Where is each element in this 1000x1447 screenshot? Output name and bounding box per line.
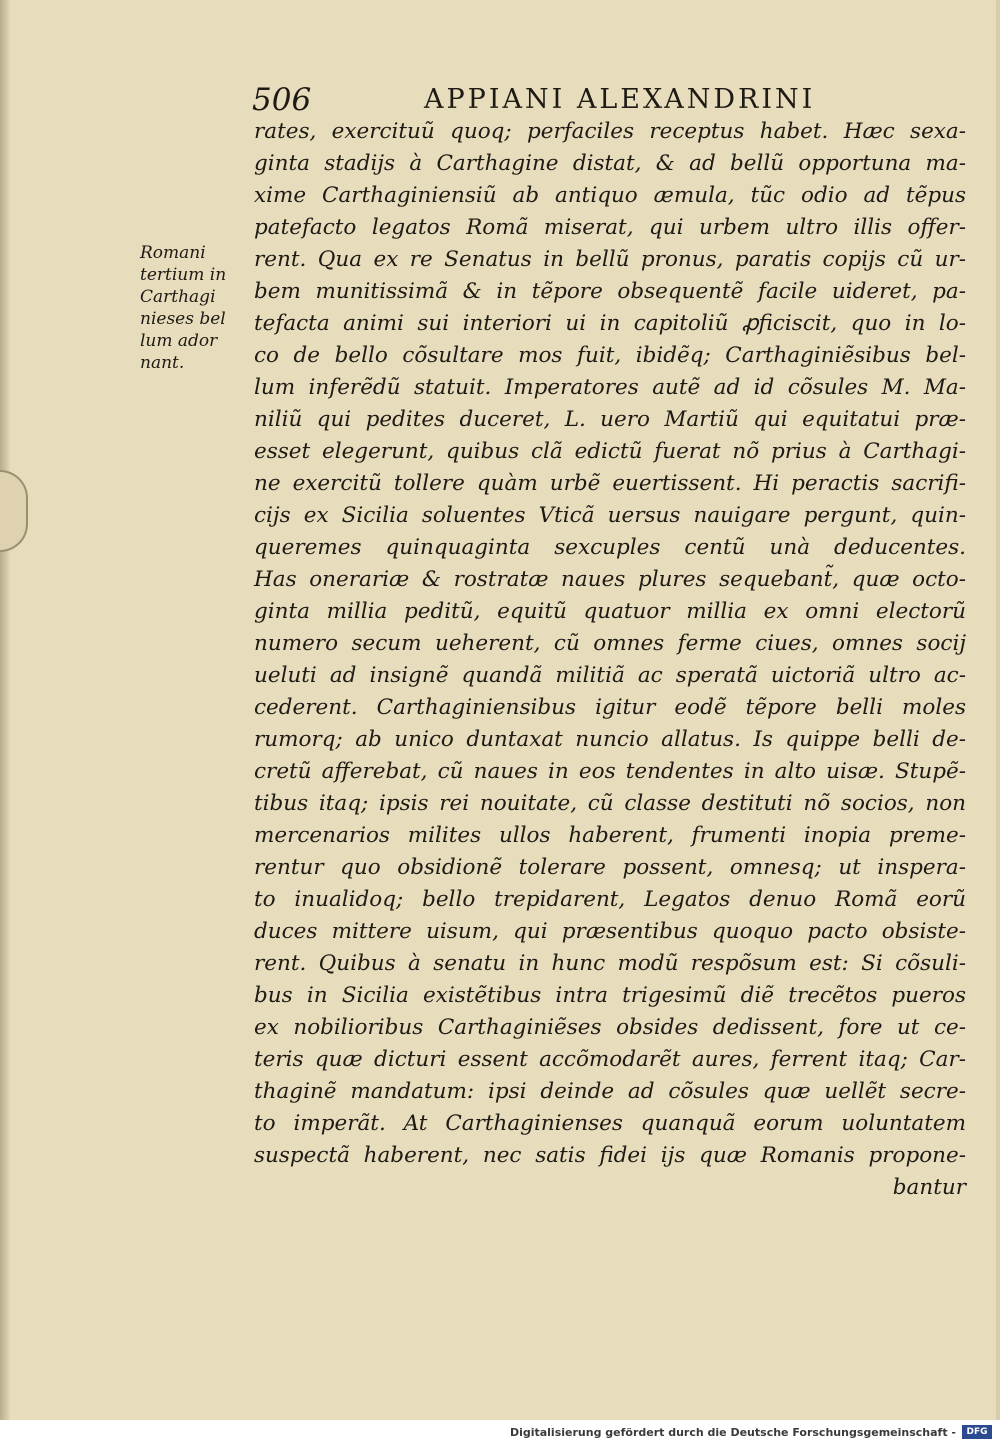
text-line: patefacto legatos Romã miserat, qui urbem ultro illis offer- [254, 215, 966, 240]
dfg-logo: DFG [962, 1425, 992, 1439]
marginal-note [140, 242, 240, 374]
text-line: suspectã haberent, nec satis fidei ijs quæ Romanis propone- [254, 1143, 966, 1168]
text-line: to imperãt. At Carthaginienses quanquã eorum uoluntatem [254, 1111, 966, 1136]
page-number: 506 [252, 82, 312, 118]
body-text [254, 116, 966, 1204]
text-line: rentur quo obsidionẽ tolerare possent, omnesq; ut inspera- [254, 855, 966, 880]
thumb-index-tab [0, 470, 28, 552]
text-line: Has onerariæ & rostratæ naues plures sequebant̃, quæ octo- [254, 567, 966, 592]
marginal-note-line: tertium in [140, 265, 227, 285]
text-line: mercenarios milites ullos haberent, frumenti inopia preme- [254, 823, 966, 848]
marginal-note-line: Carthagi [140, 287, 216, 307]
text-line: esset elegerunt, quibus clã edictũ fuerat nõ prius à Carthagi- [254, 439, 966, 464]
text-line: duces mittere uisum, qui præsentibus quoquo pacto obsiste- [254, 919, 966, 944]
page-edge [996, 0, 1000, 1420]
text-line: bus in Sicilia existẽtibus intra trigesimũ diẽ trecẽtos pueros [254, 983, 966, 1008]
text-line: ueluti ad insignẽ quandã militiã ac speratã uictoriã ultro ac- [254, 663, 966, 688]
text-line: co de bello cõsultare mos fuit, ibidẽq; Carthaginiẽsibus bel- [254, 343, 966, 368]
text-line: teris quæ dicturi essent accõmodarẽt aures, ferrent itaq; Car- [254, 1047, 966, 1072]
text-line: rent. Qua ex re Senatus in bellũ pronus, paratis copijs cũ ur- [254, 247, 966, 272]
text-line: cijs ex Sicilia soluentes Vticã uersus nauigare pergunt, quin- [254, 503, 966, 528]
text-line: thaginẽ mandatum: ipsi deinde ad cõsules quæ uellẽt secre- [254, 1079, 966, 1104]
text-line: ne exercitũ tollere quàm urbẽ euertissent. Hi peractis sacrifi- [254, 471, 966, 496]
text-line: ginta millia peditũ, equitũ quatuor millia ex omni electorũ [254, 599, 966, 624]
text-line: tefacta animi sui interiori ui in capitoliũ ꝓficiscit, quo in lo- [254, 311, 966, 336]
text-line: rumorq; ab unico duntaxat nuncio allatus. Is quippe belli de- [254, 727, 966, 752]
text-line: queremes quinquaginta sexcuples centũ unà deducentes. [254, 535, 966, 560]
marginal-note-line: nant. [140, 353, 185, 373]
text-line: lum inferẽdũ statuit. Imperatores autẽ ad id cõsules M. Ma- [254, 375, 966, 400]
text-line: tibus itaq; ipsis rei nouitate, cũ classe destituti nõ socios, non [254, 791, 966, 816]
text-line: ex nobilioribus Carthaginiẽses obsides dedissent, fore ut ce- [254, 1015, 966, 1040]
text-line: cederent. Carthaginiensibus igitur eodẽ tẽpore belli moles [254, 695, 966, 720]
text-line: to inualidoq; bello trepidarent, Legatos denuo Romã eorũ [254, 887, 966, 912]
digitization-footer [0, 1420, 1000, 1447]
text-line: bem munitissimã & in tẽpore obsequentẽ facile uideret, pa- [254, 279, 966, 304]
text-line: xime Carthaginiensiũ ab antiquo æmula, tũc odio ad tẽpus [254, 183, 966, 208]
funding-credit: Digitalisierung gefördert durch die Deutsche Forschungsgemeinschaft - [509, 1426, 956, 1439]
text-line: numero secum ueherent, cũ omnes ferme ciues, omnes socij [254, 631, 966, 656]
marginal-note-line: Romani [140, 243, 206, 263]
text-line: rent. Quibus à senatu in hunc modũ respõsum est: Si cõsuli- [254, 951, 966, 976]
text-line: ginta stadijs à Carthagine distat, & ad bellũ opportuna ma- [254, 151, 966, 176]
text-line: bantur [892, 1175, 966, 1200]
marginal-note-line: nieses bel [140, 309, 226, 329]
page-gutter-shadow [0, 0, 10, 1420]
text-line: cretũ afferebat, cũ naues in eos tendentes in alto uisæ. Stupẽ- [254, 759, 966, 784]
text-line: niliũ qui pedites duceret, L. uero Martiũ qui equitatui præ- [254, 407, 966, 432]
running-title: APPIANI ALEXANDRINI [424, 84, 816, 115]
text-line: rates, exercituũ quoq; perfaciles receptus habet. Hæc sexa- [254, 119, 966, 144]
marginal-note-line: lum ador [140, 331, 218, 351]
